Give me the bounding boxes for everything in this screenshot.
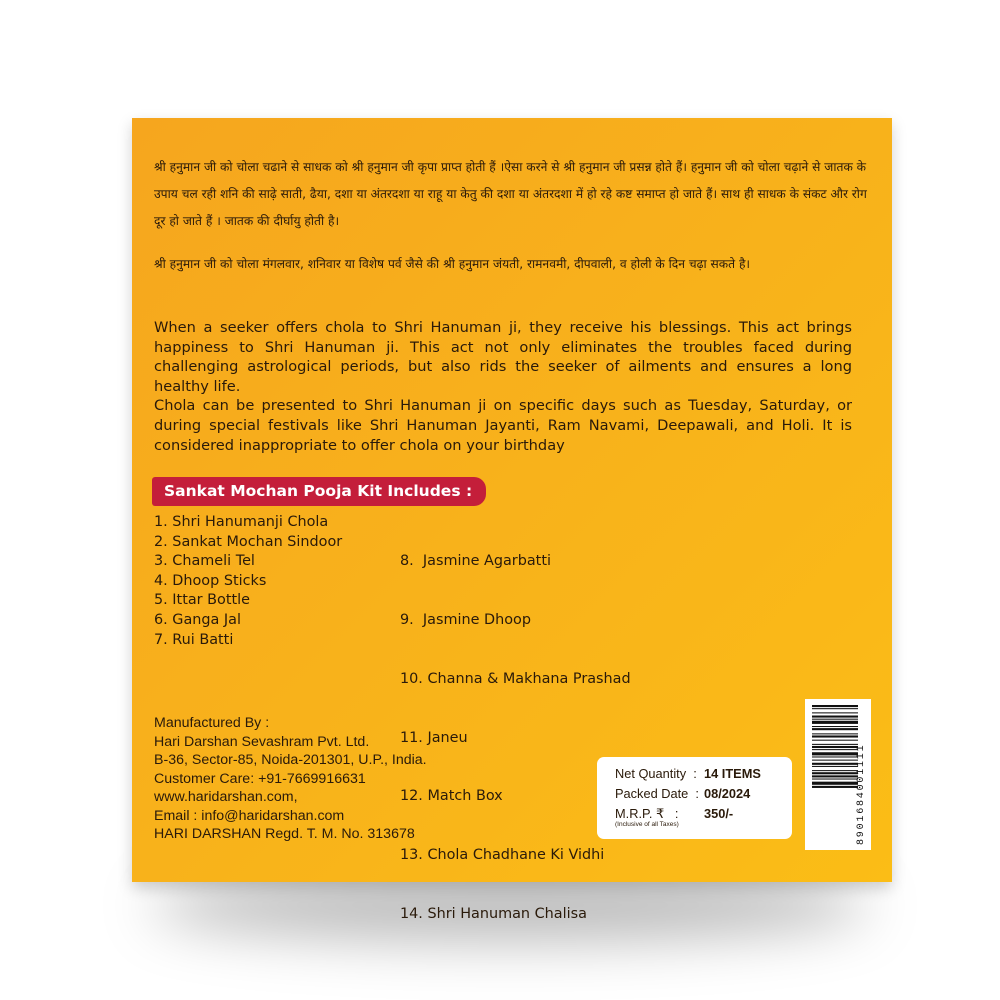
barcode-bar bbox=[812, 721, 858, 724]
kit-includes-banner: Sankat Mochan Pooja Kit Includes : bbox=[152, 477, 486, 506]
barcode-bar bbox=[812, 763, 858, 765]
net-quantity-value: 14 ITEMS bbox=[704, 766, 761, 781]
barcode-bars-icon bbox=[812, 705, 858, 845]
barcode-bar bbox=[812, 786, 858, 788]
barcode-bar bbox=[812, 712, 858, 713]
customer-care: Customer Care: +91-7669916631 bbox=[154, 770, 366, 787]
packed-date-value: 08/2024 bbox=[704, 786, 751, 801]
kit-item: 11. Janeu bbox=[400, 729, 468, 746]
english-paragraph-1: When a seeker offers chola to Shri Hanuman ji, they receive his blessings. This act brings happiness to Shri Hanuman ji. This act not only eliminates the troubles faced during challenging astrological periods, but also rids the seeker of ailments and ensures a long healthy life. bbox=[154, 319, 852, 395]
barcode-bar bbox=[812, 726, 858, 727]
net-quantity-label: Net Quantity : bbox=[615, 766, 697, 781]
kit-item: 8. Jasmine Agarbatti bbox=[400, 553, 551, 570]
barcode-bar bbox=[812, 744, 858, 745]
kit-item: 9. Jasmine Dhoop bbox=[400, 611, 531, 628]
kit-item: 6. Ganga Jal bbox=[154, 611, 241, 628]
kit-item: 14. Shri Hanuman Chalisa bbox=[400, 905, 587, 922]
barcode-bar bbox=[812, 716, 858, 718]
barcode bbox=[805, 699, 871, 850]
kit-item: 12. Match Box bbox=[400, 788, 503, 805]
barcode-bar bbox=[812, 740, 858, 741]
barcode-bar bbox=[812, 735, 858, 737]
kit-item: 7. Rui Batti bbox=[154, 631, 234, 648]
barcode-bar bbox=[812, 708, 858, 709]
hindi-paragraph-1: श्री हनुमान जी को चोला चढाने से साधक को श्री हनुमान जी कृपा प्राप्त होती हैं ।ऐसा करने से श्री हनुमान जी प्रसन्न होते हैं। हनुमान जी को चोला चढ़ाने से जातक के उपाय चल रही शनि की साढ़े साती, ढैया, दशा या अंतरदशा या राहू या केतु की दशा या अंतरदशा में हो रहे कष्ट समाप्त हो जाते हैं। साथ ही साधक के संकट और रोग दूर हो जाते हैं । जातक की दीर्घायु होती है। bbox=[154, 160, 867, 228]
barcode-bar bbox=[812, 752, 858, 755]
kit-item: 2. Sankat Mochan Sindoor bbox=[154, 533, 343, 550]
hindi-paragraph-2: श्री हनुमान जी को चोला मंगलवार, शनिवार या विशेष पर्व जैसे की श्री हनुमान जंयती, रामनवमी, दीपवाली, व होली के दिन चढ़ा सकते है। bbox=[154, 257, 751, 271]
mrp-label: M.R.P. ₹ : bbox=[615, 806, 679, 821]
barcode-bar bbox=[812, 782, 858, 785]
packed-date-label: Packed Date : bbox=[615, 786, 699, 801]
barcode-bar bbox=[812, 760, 858, 761]
english-paragraph-2: Chola can be presented to Shri Hanuman ji on specific days such as Tuesday, Saturday, or during special festivals like Shri Hanuman Jayanti, Ram Navami, Deepawali, and Holi. It is considered inappropriate to offer chola on your birthday bbox=[154, 397, 852, 454]
barcode-bar bbox=[812, 728, 858, 730]
barcode-bar bbox=[812, 770, 858, 771]
barcode-bar bbox=[812, 705, 858, 707]
barcode-bar bbox=[812, 775, 858, 777]
kit-item: 5. Ittar Bottle bbox=[154, 592, 250, 609]
package-back-panel bbox=[132, 118, 892, 922]
barcode-bar bbox=[812, 746, 858, 748]
kit-item: 4. Dhoop Sticks bbox=[154, 572, 267, 589]
manufacturer-address: B-36, Sector-85, Noida-201301, U.P., India. bbox=[154, 752, 427, 768]
product-info-card bbox=[597, 757, 792, 839]
barcode-bar bbox=[812, 749, 858, 750]
barcode-bar bbox=[812, 756, 858, 757]
trademark: HARI DARSHAN Regd. T. M. No. 313678 bbox=[154, 826, 415, 842]
kit-item: 3. Chameli Tel bbox=[154, 553, 255, 570]
barcode-bar bbox=[812, 779, 858, 780]
kit-items-column-2 bbox=[400, 513, 631, 964]
email: Email : info@haridarshan.com bbox=[154, 807, 345, 824]
kit-item: 10. Channa & Makhana Prashad bbox=[400, 670, 631, 687]
english-description bbox=[154, 318, 852, 455]
website: www.haridarshan.com, bbox=[154, 789, 298, 805]
barcode-bar bbox=[812, 719, 858, 720]
barcode-number: 8901684001111 bbox=[856, 743, 867, 845]
manufacturer-heading: Manufactured By : bbox=[154, 715, 270, 731]
manufacturer-company: Hari Darshan Sevashram Pvt. Ltd. bbox=[154, 733, 370, 750]
kit-items-column-1 bbox=[154, 513, 342, 650]
kit-item: 1. Shri Hanumanji Chola bbox=[154, 514, 329, 530]
barcode-bar bbox=[812, 733, 858, 734]
barcode-bar bbox=[812, 772, 858, 774]
mrp-value: 350/- bbox=[704, 806, 734, 821]
barcode-bar bbox=[812, 766, 858, 767]
kit-item: 13. Chola Chadhane Ki Vidhi bbox=[400, 847, 605, 864]
tax-note: (Inclusive of all Taxes) bbox=[615, 821, 679, 828]
manufacturer-block bbox=[154, 714, 427, 844]
